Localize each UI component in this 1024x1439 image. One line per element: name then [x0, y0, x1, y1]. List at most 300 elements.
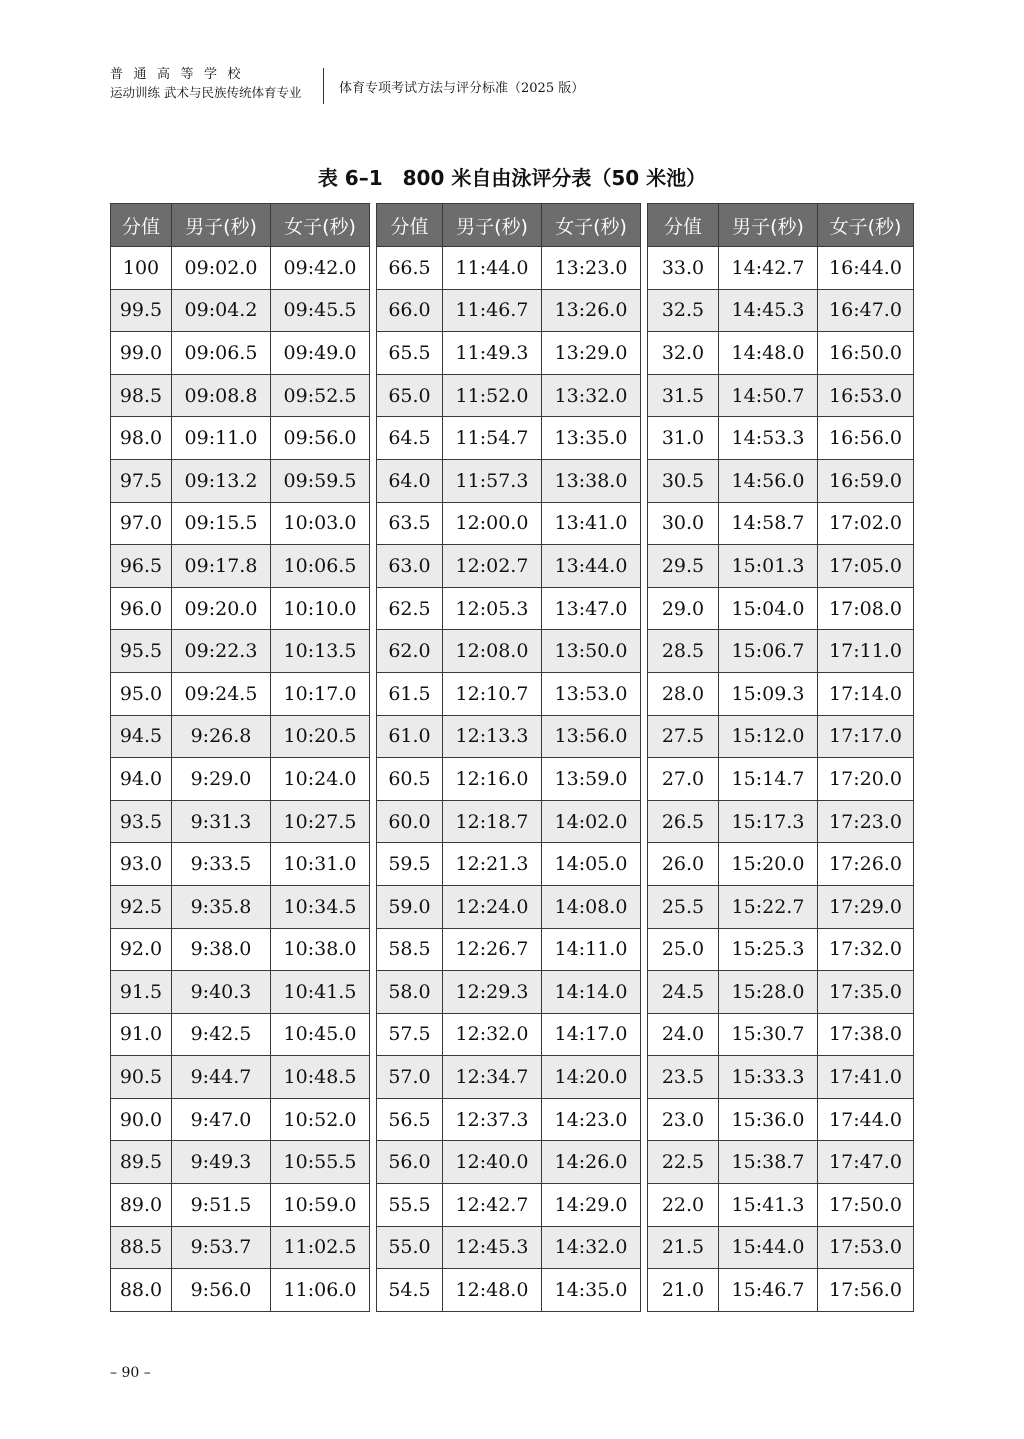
female-time-cell: 10:38.0 [271, 928, 370, 971]
table-row [111, 630, 370, 673]
table-row [111, 672, 370, 715]
male-time-cell: 12:34.7 [443, 1056, 542, 1099]
score-cell: 91.5 [111, 971, 172, 1014]
score-cell: 25.5 [648, 885, 719, 928]
female-time-cell: 14:29.0 [542, 1184, 641, 1227]
female-time-cell: 10:10.0 [271, 587, 370, 630]
female-time-cell: 11:02.5 [271, 1226, 370, 1269]
score-cell: 56.5 [377, 1098, 443, 1141]
female-time-cell: 17:29.0 [818, 885, 914, 928]
male-time-cell: 9:53.7 [172, 1226, 271, 1269]
male-time-cell: 12:32.0 [443, 1013, 542, 1056]
header-school: 普通高等学校 [110, 67, 252, 82]
female-time-cell: 13:53.0 [542, 672, 641, 715]
score-cell: 21.5 [648, 1226, 719, 1269]
table-row [648, 715, 914, 758]
female-time-cell: 16:44.0 [818, 247, 914, 290]
female-time-cell: 17:20.0 [818, 758, 914, 801]
table-row [377, 885, 641, 928]
female-time-cell: 17:38.0 [818, 1013, 914, 1056]
table-row [648, 672, 914, 715]
female-time-cell: 13:50.0 [542, 630, 641, 673]
table-row [111, 1184, 370, 1227]
score-cell: 55.5 [377, 1184, 443, 1227]
table-row [648, 928, 914, 971]
score-cell: 90.5 [111, 1056, 172, 1099]
score-cell: 98.0 [111, 417, 172, 460]
score-cell: 93.5 [111, 800, 172, 843]
male-time-cell: 12:10.7 [443, 672, 542, 715]
female-time-cell: 10:20.5 [271, 715, 370, 758]
male-time-cell: 15:44.0 [719, 1226, 818, 1269]
male-time-cell: 12:24.0 [443, 885, 542, 928]
score-cell: 66.5 [377, 247, 443, 290]
score-cell: 99.0 [111, 332, 172, 375]
score-cell: 23.0 [648, 1098, 719, 1141]
male-time-cell: 12:45.3 [443, 1226, 542, 1269]
male-time-cell: 9:26.8 [172, 715, 271, 758]
male-time-cell: 15:28.0 [719, 971, 818, 1014]
score-tables [110, 203, 915, 1313]
table-row [377, 971, 641, 1014]
table-row [111, 545, 370, 588]
score-cell: 31.5 [648, 374, 719, 417]
table-row [111, 1013, 370, 1056]
female-time-cell: 13:56.0 [542, 715, 641, 758]
female-time-cell: 13:35.0 [542, 417, 641, 460]
score-cell: 60.5 [377, 758, 443, 801]
score-table-2 [376, 203, 641, 1312]
female-time-cell: 14:17.0 [542, 1013, 641, 1056]
female-time-cell: 17:08.0 [818, 587, 914, 630]
male-time-cell: 12:00.0 [443, 502, 542, 545]
female-time-cell: 10:27.5 [271, 800, 370, 843]
female-time-cell: 14:35.0 [542, 1269, 641, 1312]
table-header-row [377, 204, 641, 247]
male-time-cell: 11:52.0 [443, 374, 542, 417]
male-time-cell: 09:24.5 [172, 672, 271, 715]
male-time-cell: 15:20.0 [719, 843, 818, 886]
table-row [648, 758, 914, 801]
table-row [111, 928, 370, 971]
female-time-cell: 13:44.0 [542, 545, 641, 588]
table-row [111, 374, 370, 417]
score-cell: 61.5 [377, 672, 443, 715]
table-row [648, 247, 914, 290]
score-cell: 98.5 [111, 374, 172, 417]
score-cell: 30.5 [648, 459, 719, 502]
male-time-cell: 12:40.0 [443, 1141, 542, 1184]
male-time-cell: 15:36.0 [719, 1098, 818, 1141]
score-cell: 28.5 [648, 630, 719, 673]
score-cell: 92.0 [111, 928, 172, 971]
score-cell: 89.5 [111, 1141, 172, 1184]
female-time-cell: 17:17.0 [818, 715, 914, 758]
table-row [648, 1141, 914, 1184]
male-time-cell: 09:08.8 [172, 374, 271, 417]
male-time-cell: 12:05.3 [443, 587, 542, 630]
table-row [111, 843, 370, 886]
male-time-cell: 15:09.3 [719, 672, 818, 715]
score-cell: 96.5 [111, 545, 172, 588]
male-time-cell: 09:22.3 [172, 630, 271, 673]
male-time-cell: 12:08.0 [443, 630, 542, 673]
male-time-cell: 15:33.3 [719, 1056, 818, 1099]
table-row [648, 459, 914, 502]
female-time-cell: 16:59.0 [818, 459, 914, 502]
male-time-cell: 14:48.0 [719, 332, 818, 375]
table-row [648, 374, 914, 417]
score-cell: 27.0 [648, 758, 719, 801]
score-cell: 63.0 [377, 545, 443, 588]
female-time-cell: 17:44.0 [818, 1098, 914, 1141]
table-row [648, 332, 914, 375]
male-time-cell: 9:29.0 [172, 758, 271, 801]
female-time-cell: 13:59.0 [542, 758, 641, 801]
table-row [377, 1269, 641, 1312]
score-table-1 [110, 203, 370, 1312]
table-row [648, 502, 914, 545]
table-row [377, 502, 641, 545]
table-row [377, 1226, 641, 1269]
female-time-cell: 17:02.0 [818, 502, 914, 545]
female-time-cell: 13:32.0 [542, 374, 641, 417]
female-time-cell: 17:14.0 [818, 672, 914, 715]
table-row [648, 800, 914, 843]
female-time-cell: 10:48.5 [271, 1056, 370, 1099]
table-row [377, 843, 641, 886]
male-time-cell: 9:35.8 [172, 885, 271, 928]
column-header: 分值 [648, 204, 719, 247]
male-time-cell: 09:13.2 [172, 459, 271, 502]
score-cell: 23.5 [648, 1056, 719, 1099]
table-row [377, 289, 641, 332]
female-time-cell: 09:52.5 [271, 374, 370, 417]
female-time-cell: 09:42.0 [271, 247, 370, 290]
male-time-cell: 09:02.0 [172, 247, 271, 290]
score-cell: 33.0 [648, 247, 719, 290]
score-cell: 66.0 [377, 289, 443, 332]
table-row [648, 843, 914, 886]
male-time-cell: 9:44.7 [172, 1056, 271, 1099]
score-cell: 65.5 [377, 332, 443, 375]
score-cell: 99.5 [111, 289, 172, 332]
female-time-cell: 10:41.5 [271, 971, 370, 1014]
table-title: 表 6–1 800 米自由泳评分表（50 米池） [317, 166, 707, 190]
table-row [377, 1013, 641, 1056]
score-cell: 89.0 [111, 1184, 172, 1227]
male-time-cell: 15:04.0 [719, 587, 818, 630]
score-cell: 59.5 [377, 843, 443, 886]
male-time-cell: 15:14.7 [719, 758, 818, 801]
table-row [377, 800, 641, 843]
male-time-cell: 11:57.3 [443, 459, 542, 502]
table-row [648, 885, 914, 928]
male-time-cell: 12:42.7 [443, 1184, 542, 1227]
male-time-cell: 9:31.3 [172, 800, 271, 843]
male-time-cell: 15:38.7 [719, 1141, 818, 1184]
female-time-cell: 17:56.0 [818, 1269, 914, 1312]
column-header: 男子(秒) [443, 204, 542, 247]
table-row [111, 332, 370, 375]
male-time-cell: 12:29.3 [443, 971, 542, 1014]
page-number: – 90 – [110, 1365, 151, 1381]
male-time-cell: 12:18.7 [443, 800, 542, 843]
score-cell: 26.5 [648, 800, 719, 843]
male-time-cell: 15:01.3 [719, 545, 818, 588]
male-time-cell: 14:53.3 [719, 417, 818, 460]
table-row [377, 672, 641, 715]
female-time-cell: 13:41.0 [542, 502, 641, 545]
female-time-cell: 17:35.0 [818, 971, 914, 1014]
male-time-cell: 09:11.0 [172, 417, 271, 460]
male-time-cell: 15:30.7 [719, 1013, 818, 1056]
female-time-cell: 14:20.0 [542, 1056, 641, 1099]
female-time-cell: 09:45.5 [271, 289, 370, 332]
male-time-cell: 9:33.5 [172, 843, 271, 886]
score-cell: 88.0 [111, 1269, 172, 1312]
table-row [377, 928, 641, 971]
score-cell: 24.0 [648, 1013, 719, 1056]
score-cell: 64.5 [377, 417, 443, 460]
score-cell: 22.5 [648, 1141, 719, 1184]
table-row [648, 630, 914, 673]
female-time-cell: 16:50.0 [818, 332, 914, 375]
male-time-cell: 12:26.7 [443, 928, 542, 971]
female-time-cell: 13:47.0 [542, 587, 641, 630]
score-cell: 58.0 [377, 971, 443, 1014]
female-time-cell: 13:26.0 [542, 289, 641, 332]
table-row [648, 1056, 914, 1099]
score-cell: 21.0 [648, 1269, 719, 1312]
female-time-cell: 10:06.5 [271, 545, 370, 588]
column-header: 分值 [111, 204, 172, 247]
female-time-cell: 17:23.0 [818, 800, 914, 843]
score-cell: 88.5 [111, 1226, 172, 1269]
table-row [648, 289, 914, 332]
score-cell: 62.5 [377, 587, 443, 630]
female-time-cell: 17:26.0 [818, 843, 914, 886]
table-row [111, 1056, 370, 1099]
table-row [377, 459, 641, 502]
score-cell: 26.0 [648, 843, 719, 886]
score-cell: 29.0 [648, 587, 719, 630]
female-time-cell: 09:56.0 [271, 417, 370, 460]
score-cell: 97.5 [111, 459, 172, 502]
score-cell: 28.0 [648, 672, 719, 715]
female-time-cell: 10:24.0 [271, 758, 370, 801]
male-time-cell: 15:41.3 [719, 1184, 818, 1227]
table-row [111, 1098, 370, 1141]
score-cell: 62.0 [377, 630, 443, 673]
female-time-cell: 10:34.5 [271, 885, 370, 928]
female-time-cell: 16:47.0 [818, 289, 914, 332]
score-cell: 90.0 [111, 1098, 172, 1141]
header-major: 运动训练 武术与民族传统体育专业 [110, 85, 302, 100]
score-cell: 61.0 [377, 715, 443, 758]
male-time-cell: 14:58.7 [719, 502, 818, 545]
header-left [110, 66, 315, 102]
table-row [377, 758, 641, 801]
column-header: 女子(秒) [542, 204, 641, 247]
score-cell: 30.0 [648, 502, 719, 545]
male-time-cell: 15:25.3 [719, 928, 818, 971]
female-time-cell: 10:03.0 [271, 502, 370, 545]
female-time-cell: 14:02.0 [542, 800, 641, 843]
female-time-cell: 17:47.0 [818, 1141, 914, 1184]
female-time-cell: 16:53.0 [818, 374, 914, 417]
table-row [111, 417, 370, 460]
column-header: 男子(秒) [719, 204, 818, 247]
score-cell: 60.0 [377, 800, 443, 843]
score-cell: 32.0 [648, 332, 719, 375]
male-time-cell: 15:22.7 [719, 885, 818, 928]
table-row [111, 459, 370, 502]
male-time-cell: 9:47.0 [172, 1098, 271, 1141]
male-time-cell: 9:51.5 [172, 1184, 271, 1227]
male-time-cell: 11:54.7 [443, 417, 542, 460]
male-time-cell: 12:13.3 [443, 715, 542, 758]
female-time-cell: 17:53.0 [818, 1226, 914, 1269]
table-row [648, 971, 914, 1014]
table-row [377, 715, 641, 758]
female-time-cell: 16:56.0 [818, 417, 914, 460]
score-cell: 59.0 [377, 885, 443, 928]
male-time-cell: 15:46.7 [719, 1269, 818, 1312]
score-cell: 63.5 [377, 502, 443, 545]
female-time-cell: 14:32.0 [542, 1226, 641, 1269]
header-divider [323, 68, 324, 104]
table-row [111, 885, 370, 928]
table-row [111, 1141, 370, 1184]
table-row [377, 247, 641, 290]
table-row [648, 587, 914, 630]
score-cell: 56.0 [377, 1141, 443, 1184]
column-header: 女子(秒) [271, 204, 370, 247]
score-cell: 100 [111, 247, 172, 290]
table-header-row [111, 204, 370, 247]
table-header-row [648, 204, 914, 247]
female-time-cell: 17:41.0 [818, 1056, 914, 1099]
score-cell: 92.5 [111, 885, 172, 928]
score-cell: 58.5 [377, 928, 443, 971]
score-cell: 95.0 [111, 672, 172, 715]
score-cell: 96.0 [111, 587, 172, 630]
male-time-cell: 9:42.5 [172, 1013, 271, 1056]
male-time-cell: 9:56.0 [172, 1269, 271, 1312]
table-row [377, 587, 641, 630]
table-row [111, 1269, 370, 1312]
table-row [377, 417, 641, 460]
female-time-cell: 13:38.0 [542, 459, 641, 502]
female-time-cell: 13:23.0 [542, 247, 641, 290]
male-time-cell: 14:56.0 [719, 459, 818, 502]
male-time-cell: 09:20.0 [172, 587, 271, 630]
table-row [377, 1141, 641, 1184]
female-time-cell: 14:26.0 [542, 1141, 641, 1184]
table-row [377, 1184, 641, 1227]
table-row [648, 1226, 914, 1269]
male-time-cell: 12:37.3 [443, 1098, 542, 1141]
score-cell: 27.5 [648, 715, 719, 758]
score-cell: 95.5 [111, 630, 172, 673]
female-time-cell: 17:50.0 [818, 1184, 914, 1227]
male-time-cell: 15:12.0 [719, 715, 818, 758]
male-time-cell: 09:17.8 [172, 545, 271, 588]
table-row [111, 800, 370, 843]
column-header: 男子(秒) [172, 204, 271, 247]
male-time-cell: 12:21.3 [443, 843, 542, 886]
female-time-cell: 14:05.0 [542, 843, 641, 886]
table-row [377, 630, 641, 673]
table-row [377, 332, 641, 375]
table-row [111, 971, 370, 1014]
table-row [648, 1098, 914, 1141]
female-time-cell: 14:11.0 [542, 928, 641, 971]
score-cell: 57.0 [377, 1056, 443, 1099]
table-row [648, 417, 914, 460]
score-cell: 91.0 [111, 1013, 172, 1056]
male-time-cell: 9:38.0 [172, 928, 271, 971]
female-time-cell: 14:08.0 [542, 885, 641, 928]
column-header: 女子(秒) [818, 204, 914, 247]
score-cell: 94.5 [111, 715, 172, 758]
table-row [111, 289, 370, 332]
female-time-cell: 10:45.0 [271, 1013, 370, 1056]
score-cell: 22.0 [648, 1184, 719, 1227]
female-time-cell: 14:23.0 [542, 1098, 641, 1141]
female-time-cell: 17:11.0 [818, 630, 914, 673]
male-time-cell: 14:50.7 [719, 374, 818, 417]
female-time-cell: 11:06.0 [271, 1269, 370, 1312]
female-time-cell: 10:52.0 [271, 1098, 370, 1141]
score-cell: 54.5 [377, 1269, 443, 1312]
male-time-cell: 14:45.3 [719, 289, 818, 332]
male-time-cell: 09:06.5 [172, 332, 271, 375]
male-time-cell: 12:48.0 [443, 1269, 542, 1312]
score-cell: 24.5 [648, 971, 719, 1014]
female-time-cell: 10:31.0 [271, 843, 370, 886]
table-row [111, 1226, 370, 1269]
male-time-cell: 14:42.7 [719, 247, 818, 290]
male-time-cell: 11:44.0 [443, 247, 542, 290]
column-header: 分值 [377, 204, 443, 247]
male-time-cell: 11:46.7 [443, 289, 542, 332]
score-cell: 57.5 [377, 1013, 443, 1056]
score-cell: 31.0 [648, 417, 719, 460]
score-cell: 94.0 [111, 758, 172, 801]
header-doc-title: 体育专项考试方法与评分标准（2025 版） [339, 81, 585, 96]
table-row [111, 758, 370, 801]
table-row [377, 374, 641, 417]
female-time-cell: 14:14.0 [542, 971, 641, 1014]
male-time-cell: 15:06.7 [719, 630, 818, 673]
female-time-cell: 10:55.5 [271, 1141, 370, 1184]
score-cell: 55.0 [377, 1226, 443, 1269]
female-time-cell: 10:13.5 [271, 630, 370, 673]
female-time-cell: 13:29.0 [542, 332, 641, 375]
table-row [648, 1013, 914, 1056]
table-row [377, 545, 641, 588]
score-cell: 32.5 [648, 289, 719, 332]
male-time-cell: 12:02.7 [443, 545, 542, 588]
female-time-cell: 10:59.0 [271, 1184, 370, 1227]
male-time-cell: 09:04.2 [172, 289, 271, 332]
score-cell: 65.0 [377, 374, 443, 417]
score-cell: 64.0 [377, 459, 443, 502]
table-row [111, 715, 370, 758]
table-row [377, 1056, 641, 1099]
